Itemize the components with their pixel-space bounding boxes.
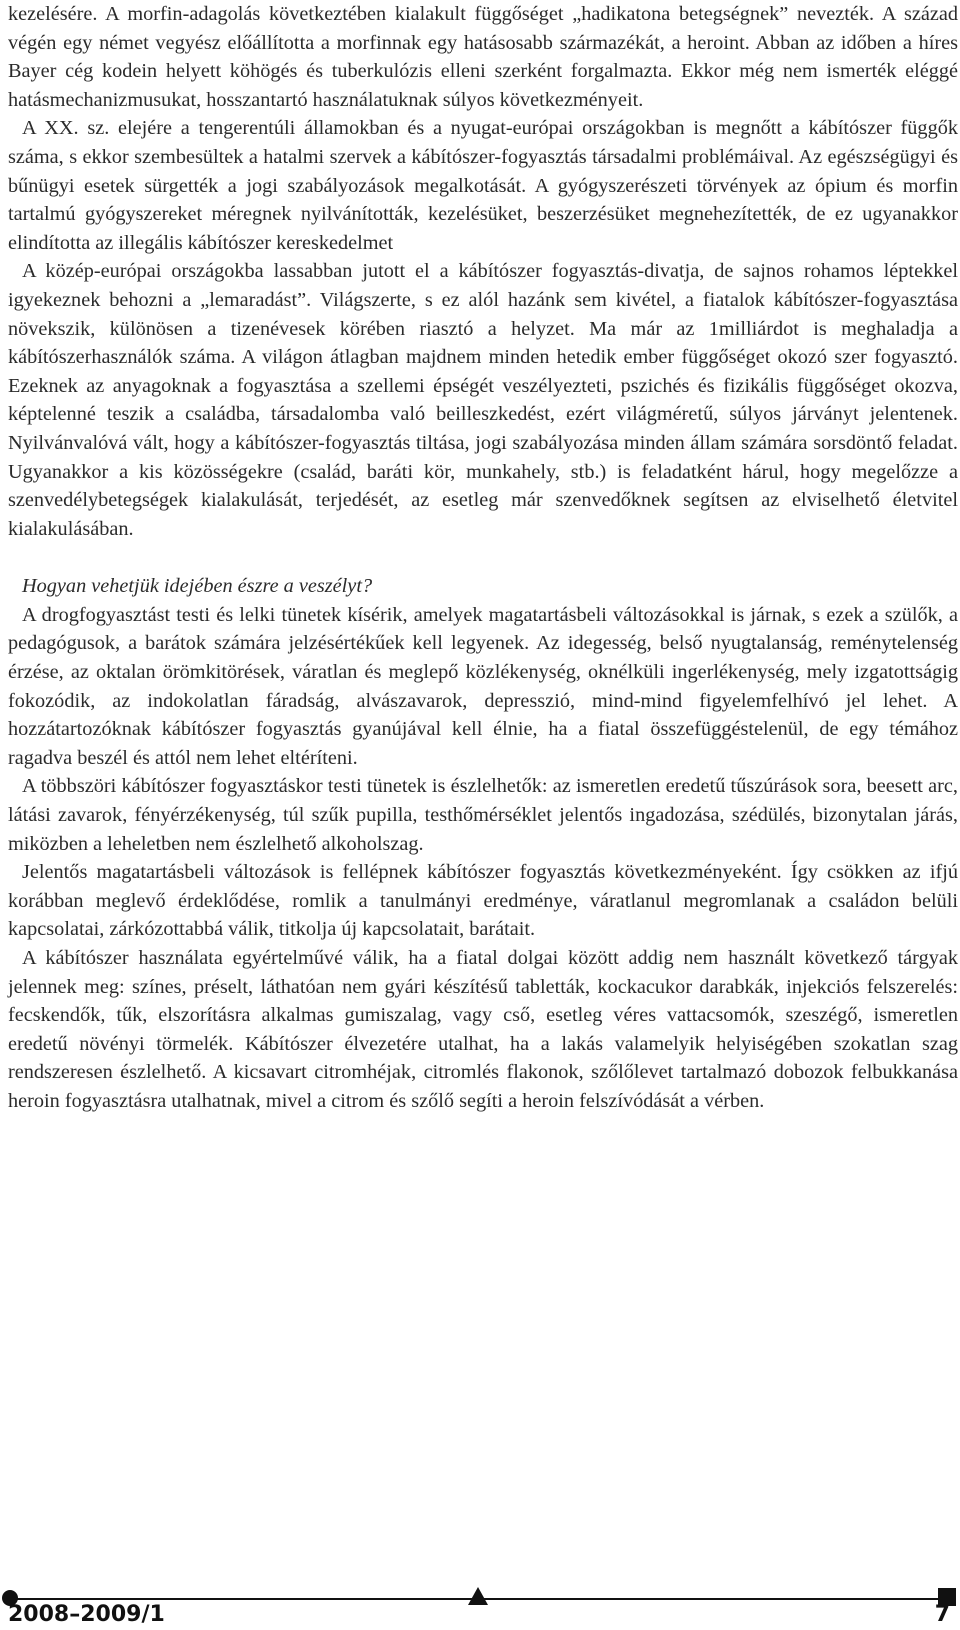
paragraph: A többszöri kábítószer fogyasztáskor testi tünetek is észlelhetők: az ismeretlen eredetű tűszúrások sora, beesett arc, látási zavarok, fényérzékenység, túl szűk pupilla, testhőmérséklet jelentős ingadozása, szédülés, bizonytalan járás, miközben a leheletben nem észlelhető alkoholszag.	[8, 775, 958, 855]
section-heading: Hogyan vehetjük idejében észre a veszélyt?	[22, 575, 373, 598]
triangle-icon	[468, 1587, 488, 1605]
paragraph: A közép-európai országokba lassabban jutott el a kábítószer fogyasztás-divatja, de sajnos rohamos léptekkel igyekeznek behozni a „lemaradást”. Világszerte, s ez alól hazánk sem kivétel, a fiatalok kábítószer-fogyasztása növekszik, különösen a tizenévesek körében riasztó a helyzet. Ma már az 1milliárdot is meghaladja a kábítószerhasználók száma. A világon átlagban majdnem minden hetedik ember függőséget okozó szer fogyasztó. Ezeknek az anyagoknak a fogyasztása a szellemi épségét veszélyezteti, pszichés és fizikális függőséget okozva, képtelenné teszik a családba, társadalomba való beilleszkedést, ezért világméretű, súlyos járványt jelentenek. Nyilvánvalóvá vált, hogy a kábítószer-fogyasztás tiltása, jogi szabályozása minden állam számára sorsdöntő feladat. Ugyanakkor a kis közösségekre (család, baráti kör, munkahely, stb.) is feladatként hárul, hogy megelőzze a szenvedélybetegségek kialakulását, terjedését, az esetleg már szenvedőknek segítsen az elviselhető életvitel kialakulásában.	[8, 260, 958, 540]
paragraph: A drogfogyasztást testi és lelki tünetek kísérik, amelyek magatartásbeli változásokkal is járnak, s ezek a szülők, a pedagógusok, a barátok számára jelzésértékűek kell legyenek. Az idegesség, belső nyugtalanság, reménytelenség érzése, az oktalan örömkitörések, váratlan és meglepő közlékenység, oknélküli ingerlékenység, mely izgatottságig fokozódik, az indokolatlan fáradság, alvászavarok, depresszió, mind-mind figyelemfelhívó jel lehet. A hozzátartozóknak kábítószer fogyasztás gyanújával kell élnie, ha a fiatal összefüggéstelenül, de egy témához ragadva beszél és attól nem lehet eltéríteni.	[8, 603, 958, 769]
paragraph: Jelentős magatartásbeli változások is fellépnek kábítószer fogyasztás következményeként. Így csökken az ifjú korábban meglevő érdeklődése, romlik a tanulmányi eredménye, váratlanul megromlanak a családon belüli kapcsolatai, zárkózottabbá válik, titkolja új kapcsolatait, barátait.	[8, 861, 958, 941]
article-page	[8, 0, 958, 1116]
page-number: 7	[934, 1602, 950, 1627]
page-footer	[0, 1582, 960, 1630]
issue-number: 2008–2009/1	[8, 1602, 165, 1627]
paragraph: kezelésére. A morfin-adagolás következtében kialakult függőséget „hadikatona betegségnek” nevezték. A század végén egy német vegyész előállította a morfinnak egy hatásosabb származékát, a heroint. Abban az időben a híres Bayer cég kodein helyett köhögés és tuberkulózis elleni szerként forgalmazta. Ekkor még nem ismerték eléggé hatásmechanizmusukat, hosszantartó használatuknak súlyos következményeit.	[8, 3, 958, 111]
paragraph: A XX. sz. elejére a tengerentúli államokban és a nyugat-európai országokban is megnőtt a kábítószer függők száma, s ekkor szembesültek a hatalmi szervek a kábítószer-fogyasztás társadalmi problémáival. Az egészségügyi és bűnügyi esetek sürgették a jogi szabályozások megalkotását. A gyógyszerészeti törvények az ópium és morfin tartalmú gyógyszereket méregnek nyilvánították, kezelésüket, beszerzésüket megnehezítették, de ez ugyanakkor elindította az illegális kábítószer kereskedelmet	[8, 117, 958, 254]
paragraph: A kábítószer használata egyértelművé válik, ha a fiatal dolgai között addig nem használt következő tárgyak jelennek meg: színes, préselt, láthatóan nem gyári készítésű tabletták, kockacukor darabkák, injekciós felszerelés: fecskendők, tűk, elszorításra alkalmas gumiszalag, vagy cső, esetleg véres vattacsomók, szeszégő, ismeretlen eredetű növényi törmelék. Kábítószer élvezetére utalhat, ha a lakás valamelyik helyiségében szokatlan szag rendszeresen észlelhető. A kicsavart citromhéjak, citromlés flakonok, szőlőlevet tartalmazó dobozok felbukkanása heroin fogyasztásra utalhatnak, mivel a citrom és szőlő segíti a heroin felszívódását a vérben.	[8, 947, 958, 1112]
